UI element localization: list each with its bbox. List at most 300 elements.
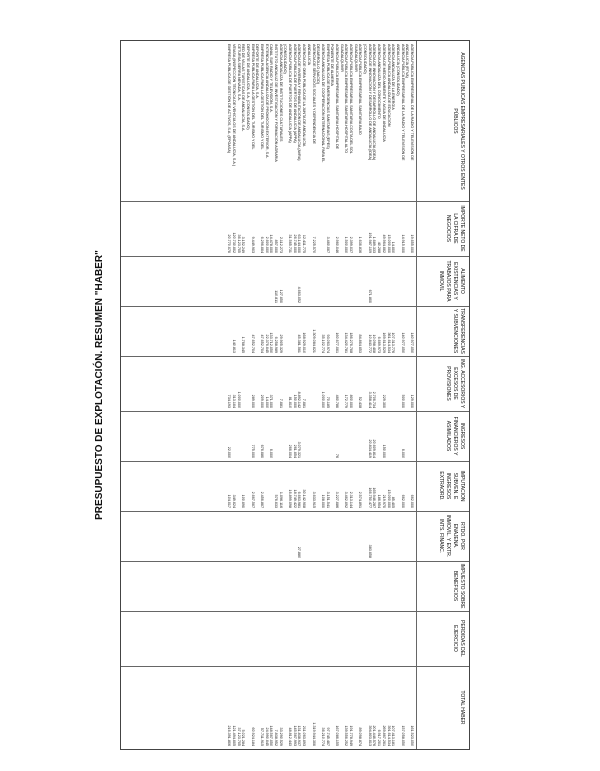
value-cell: 2.706.734: [372, 391, 377, 408]
value-cell: 9.449.903: [250, 236, 255, 253]
value-cell: 229.300: [381, 394, 386, 408]
value-cell: 671.800: [367, 289, 372, 303]
value-cell: [236, 511, 241, 561]
value-cell: 36.123.705: [236, 234, 241, 253]
value-cell: [330, 611, 335, 666]
table-row: [250, 41, 255, 749]
value-cell: [405, 461, 410, 511]
value-cell: 2.112.273: [278, 236, 283, 253]
value-cell: 22.000: [227, 446, 232, 458]
value-cell: [386, 256, 391, 306]
table-row: [362, 41, 367, 749]
header-divider: [416, 41, 417, 749]
entity-name-cell: VEIASA (INSPECCIÓN TÉCNICA DE VEHÍCULOS DE ANDALUCÍA, S.A.): [231, 44, 236, 167]
value-cell: 93.063.974: [325, 334, 330, 353]
value-cell: [391, 511, 396, 561]
value-cell: [255, 256, 260, 306]
value-cell: [386, 611, 391, 666]
value-cell: 57.711.915: [260, 727, 264, 746]
value-cell: [302, 256, 307, 306]
value-cell: 60.924.184: [250, 727, 255, 746]
value-cell: 108.000: [320, 494, 325, 508]
column-header: AGENCIAS PÚBLICAS EMPRESARIALES Y OTROS ENTES PÚBLICOS: [452, 52, 465, 190]
value-cell: [381, 256, 386, 306]
entity-name-cell: AGENCIA PÚBLICA EMPRESARIAL SANITARIA HOSPITAL ALTO: [344, 44, 349, 154]
table-row: [358, 41, 363, 749]
table-row: [297, 41, 302, 749]
table-row: [306, 41, 311, 749]
value-cell: [395, 666, 400, 749]
value-cell: [259, 511, 264, 561]
value-cell: [245, 256, 250, 306]
value-cell: 7.225.570: [311, 236, 316, 253]
value-cell: 313.164: [231, 394, 236, 408]
value-cell: [255, 411, 260, 461]
value-cell: [395, 306, 400, 356]
value-cell: 134.420.781: [344, 332, 349, 353]
value-cell: [297, 561, 302, 611]
value-cell: [227, 561, 232, 611]
value-cell: 2.574.891: [358, 491, 363, 508]
value-cell: [358, 561, 363, 611]
value-cell: 89.098.874: [358, 727, 363, 746]
value-cell: 12.411.775: [302, 234, 307, 253]
value-cell: [283, 256, 288, 306]
value-cell: [395, 461, 400, 511]
value-cell: 14.000: [264, 396, 269, 408]
value-cell: [302, 411, 307, 461]
entity-name-cell: EMPRESA PÚBLICA DE GESTIÓN DE ACTIVOS, S.A. (EPGASA): [227, 44, 232, 154]
value-cell: [330, 256, 335, 306]
value-cell: [255, 561, 260, 611]
value-cell: [348, 561, 353, 611]
value-cell: [344, 411, 349, 461]
value-cell: [227, 511, 232, 561]
value-cell: [381, 511, 386, 561]
table-row: [292, 41, 297, 749]
value-cell: [283, 356, 288, 411]
value-cell: 104.017: [227, 494, 232, 508]
value-cell: 107.313.776: [391, 332, 396, 353]
value-cell: [353, 611, 358, 666]
value-cell: [231, 411, 236, 461]
value-cell: [386, 411, 391, 461]
value-cell: [278, 511, 283, 561]
table-row: [381, 41, 386, 749]
table-row: [255, 41, 260, 749]
value-cell: [269, 561, 274, 611]
value-cell: 100.690: [241, 494, 246, 508]
value-cell: 15.000.000: [386, 234, 391, 253]
value-cell: [255, 666, 260, 749]
value-cell: [306, 561, 311, 611]
value-cell: 857.000: [274, 239, 279, 253]
value-cell: 2.456.867: [260, 491, 264, 508]
table-row: [395, 41, 400, 749]
value-cell: 4.663.052: [297, 286, 302, 303]
value-cell: 140.977.050: [400, 332, 405, 353]
value-cell: [330, 511, 335, 561]
value-cell: 36.210.774: [320, 727, 325, 746]
table-row: [372, 41, 377, 749]
value-cell: [344, 561, 349, 611]
value-cell: [339, 306, 344, 356]
value-cell: 186.276.768: [349, 332, 354, 353]
value-cell: 37.123.705: [236, 727, 241, 746]
rotated-table-page: [120, 40, 470, 750]
entity-name-cell: AGENCIA DE OBRA PÚBLICA DE LA JUNTA DE ANDALUCÍA: [302, 44, 307, 147]
value-cell: 139.556.252: [344, 725, 349, 746]
value-cell: 167.086.155: [335, 725, 339, 746]
value-cell: 121.494.605: [231, 725, 236, 746]
entity-name-cell: DESARROLLO (AACID): [316, 44, 321, 84]
table-row: [409, 41, 414, 749]
table-row: [325, 41, 330, 749]
value-cell: [302, 611, 307, 666]
value-cell: [306, 201, 311, 256]
table-row: [316, 41, 321, 749]
value-cell: 14.478.000: [269, 234, 274, 253]
value-cell: 7.681: [302, 398, 307, 408]
value-cell: 10.843.772: [367, 334, 372, 353]
value-cell: 160.677.061: [335, 332, 339, 353]
value-cell: [405, 561, 410, 611]
value-cell: [330, 306, 335, 356]
table-row: [353, 41, 358, 749]
table-row: [241, 41, 246, 749]
entity-name-cell: AGENCIA DE SERVICIOS SOCIALES Y DEPENDENCIA DE: [311, 44, 316, 145]
value-cell: [362, 561, 367, 611]
value-cell: [283, 561, 288, 611]
entity-name-cell: ANDALUCÍA (CONSOLIDADO): [395, 44, 400, 96]
entity-name-cell: AGENCIA DE INNOVACIÓN Y DESARROLLO DE ANDALUCÍA (IDEA): [372, 44, 377, 161]
entity-name-cell: (CONSOLIDADO): [363, 44, 368, 74]
entity-name-cell: DEPORTE DE ANDALUCÍA, S.A. (CONSOLIDADO): [245, 44, 250, 130]
value-cell: [306, 256, 311, 306]
entity-name-cell: GUADALQUIVIR: [353, 44, 358, 72]
value-cell: [405, 511, 410, 561]
value-cell: [269, 611, 274, 666]
entity-name-cell: EXTENDA-AGENCIA ANDALUZA DE PROMOCIÓN EXTERIOR, S.A.: [264, 44, 269, 159]
value-cell: [241, 256, 246, 306]
value-cell: [339, 561, 344, 611]
value-cell: 10.098.408: [372, 334, 377, 353]
value-cell: [316, 561, 321, 611]
value-cell: 1.689.333: [372, 236, 377, 253]
value-cell: [334, 611, 339, 666]
value-cell: [339, 356, 344, 411]
value-cell: 3.152.249: [241, 236, 246, 253]
table-row: [236, 41, 241, 749]
value-cell: [405, 256, 410, 306]
value-cell: [292, 611, 297, 666]
value-cell: [362, 511, 367, 561]
value-cell: [316, 201, 321, 256]
entity-name-cell: AGENCIA ANDALUZA DEL CONOCIMIENTO: [377, 44, 382, 119]
value-cell: [264, 511, 269, 561]
value-cell: 110.811: [274, 290, 279, 303]
value-cell: 191.778.949: [349, 725, 354, 746]
value-cell: [255, 201, 260, 256]
value-cell: 266.004: [288, 444, 293, 458]
value-cell: 3.633.915: [311, 491, 316, 508]
value-cell: [377, 511, 382, 561]
value-cell: [245, 561, 250, 611]
value-cell: 45.381.561: [297, 334, 302, 353]
value-cell: 6.669.973: [377, 336, 382, 353]
value-cell: [386, 561, 391, 611]
value-cell: 186.954: [377, 494, 382, 508]
table-row: [400, 41, 405, 749]
value-cell: [391, 411, 396, 461]
value-cell: [273, 561, 278, 611]
entity-name-cell: AGENCIA PÚBLICA EMPRESARIAL SANITARIA BAJO: [358, 44, 363, 135]
value-cell: [362, 306, 367, 356]
value-cell: [245, 306, 250, 356]
value-cell: [409, 256, 414, 306]
value-cell: 15.000.000: [386, 489, 391, 508]
value-cell: [245, 356, 250, 411]
value-cell: [395, 511, 400, 561]
value-cell: 20.609.814: [372, 439, 377, 458]
value-cell: 76: [335, 453, 339, 458]
value-cell: [241, 561, 246, 611]
value-cell: 2.667.567: [250, 491, 255, 508]
table-row: [330, 41, 335, 749]
value-cell: 734.193: [227, 394, 232, 408]
value-cell: [255, 306, 260, 356]
value-cell: 31.565.731: [288, 234, 293, 253]
table-row: [367, 41, 372, 749]
entity-name-cell: ANDALUCÍA: [306, 44, 311, 66]
value-cell: [227, 256, 232, 306]
value-cell: [391, 611, 396, 666]
value-cell: [325, 561, 330, 611]
value-cell: [362, 461, 367, 511]
value-cell: 24.990.645: [264, 727, 269, 746]
value-cell: 349.624: [231, 494, 236, 508]
entity-name-cell: AGENCIA PÚBLICA EMPRESARIAL SANITARIA COSTA DEL SOL: [349, 44, 354, 154]
value-cell: [231, 511, 236, 561]
table-row: [264, 41, 269, 749]
value-cell: 168.929.010: [302, 332, 307, 353]
value-cell: 161.523.050: [410, 725, 414, 746]
value-cell: 216.391.806: [227, 725, 232, 746]
value-cell: [325, 611, 330, 666]
value-cell: [381, 561, 386, 611]
value-cell: [250, 511, 255, 561]
value-cell: [391, 356, 396, 411]
value-cell: 1.500.000: [344, 236, 349, 253]
value-cell: 289.000: [250, 394, 255, 408]
table-body: [227, 41, 415, 749]
value-cell: [259, 256, 264, 306]
value-cell: [231, 561, 236, 611]
value-cell: [405, 611, 410, 666]
value-cell: 14.915.000: [400, 234, 405, 253]
value-cell: 172.779: [344, 394, 349, 408]
value-cell: 169.613.529: [381, 332, 386, 353]
value-cell: [250, 256, 255, 306]
value-cell: [255, 356, 260, 411]
value-cell: [339, 411, 344, 461]
value-cell: [250, 561, 255, 611]
value-cell: 1.000.000: [320, 391, 325, 408]
value-cell: [241, 511, 246, 561]
value-cell: [273, 356, 278, 411]
value-cell: [273, 611, 278, 666]
value-cell: 371.000: [269, 394, 274, 408]
value-cell: [325, 511, 330, 561]
value-cell: 150.000: [292, 394, 297, 408]
table-row: [278, 41, 283, 749]
column-header: PÉRDIDAS DEL EJERCICIO: [452, 620, 465, 657]
value-cell: [311, 561, 316, 611]
value-cell: 16.899.098: [288, 489, 293, 508]
column-header: TOTAL HABER: [459, 690, 465, 725]
value-cell: [391, 256, 396, 306]
value-cell: [348, 511, 353, 561]
value-cell: [409, 611, 414, 666]
value-cell: [339, 201, 344, 256]
value-cell: 2.960.046: [335, 236, 339, 253]
value-cell: [377, 356, 382, 411]
value-cell: [339, 666, 344, 749]
column-header: INGRESOS FINANCIEROS Y ASIMILADOS: [445, 416, 465, 456]
table-row: [391, 41, 396, 749]
value-cell: 133.712.050: [269, 332, 274, 353]
entity-name-cell: AGENCIA DE MEDIO AMBIENTE Y AGUA DE ANDALUCÍA: [381, 44, 386, 142]
value-cell: [311, 411, 316, 461]
value-cell: 19.655.000: [410, 234, 414, 253]
value-cell: [236, 256, 241, 306]
value-cell: [395, 561, 400, 611]
value-cell: [236, 306, 241, 356]
value-cell: [353, 306, 358, 356]
value-cell: 120.730.602: [231, 232, 236, 253]
value-cell: [311, 256, 316, 306]
value-cell: [306, 666, 311, 749]
value-cell: [320, 256, 325, 306]
value-cell: [316, 306, 321, 356]
entity-name-cell: AGENCIA PÚBLICA EMPRESARIAL SANITARIA HOSPITAL DE: [335, 44, 339, 150]
value-cell: [353, 561, 358, 611]
value-cell: [353, 411, 358, 461]
value-cell: [339, 256, 344, 306]
value-cell: [306, 461, 311, 511]
page-title: PRESUPUESTO DE EXPLOTACIÓN. RESUMEN "HABER": [94, 250, 105, 520]
value-cell: 383.658: [367, 544, 372, 558]
value-cell: [316, 256, 321, 306]
value-cell: 662.000: [410, 494, 414, 508]
value-cell: [386, 356, 391, 411]
value-cell: 261.654: [292, 444, 297, 458]
value-cell: [386, 511, 391, 561]
value-cell: 26.745.000: [292, 234, 297, 253]
value-cell: [334, 561, 339, 611]
value-cell: [348, 411, 353, 461]
value-cell: [306, 306, 311, 356]
value-cell: [348, 256, 353, 306]
value-cell: 191.987.109: [367, 232, 372, 253]
entity-name-cell: AGENCIA DE VIVIENDA Y REHABILITACIÓN DE ANDALUCÍA (AVRA): [297, 44, 302, 161]
value-cell: 47.652.704: [260, 334, 264, 353]
value-cell: [302, 511, 307, 561]
table-row: [339, 41, 344, 749]
value-cell: [405, 666, 410, 749]
table-row: [405, 41, 410, 749]
value-cell: [353, 511, 358, 561]
table-row: [377, 41, 382, 749]
value-cell: [231, 256, 236, 306]
value-cell: [264, 256, 269, 306]
value-cell: 3.358.414: [367, 391, 372, 408]
value-cell: [236, 561, 241, 611]
value-cell: [330, 461, 335, 511]
value-cell: [362, 611, 367, 666]
value-cell: [395, 411, 400, 461]
value-cell: [405, 201, 410, 256]
table-row: [269, 41, 274, 749]
value-cell: [273, 511, 278, 561]
value-cell: [283, 411, 288, 461]
entity-name-cell: CETURSA SIERRA NEVADA, S.A.: [236, 44, 241, 101]
value-cell: [283, 611, 288, 666]
column-header: IMPORTE NETO DE LA CIFRA DE NEGOCIOS: [445, 205, 465, 252]
value-cell: [362, 411, 367, 461]
value-cell: [395, 356, 400, 411]
value-cell: [236, 611, 241, 666]
value-cell: 1.309.084.621: [311, 329, 316, 353]
value-cell: [405, 411, 410, 461]
value-cell: 107.413.181: [391, 725, 396, 746]
value-cell: [245, 411, 250, 461]
value-cell: [283, 511, 288, 561]
value-cell: [316, 611, 321, 666]
entity-name-cell: AGENCIA PÚBLICA DE PUERTOS DE ANDALUCÍA (APPA): [288, 44, 293, 143]
value-cell: 150.000: [381, 444, 386, 458]
table-row: [245, 41, 250, 749]
column-header: IMPUTACIÓN SUBVEN. E INGRESOS EXTRAORD.: [438, 470, 465, 502]
entity-name-cell: AGENCIA PÚBLICA DE PUERTOS DE ANDALUCÍA (APPA): [292, 44, 297, 143]
value-cell: [241, 411, 246, 461]
value-cell: [278, 411, 283, 461]
column-header: ALIMENTO EXISTENCIAS Y TRABAJOS PARA INMOVIL: [438, 260, 465, 302]
column-header: ING. ACCESORIOS Y EXCESOS DE PROVISIONES: [445, 358, 465, 409]
entity-name-cell: PONIENTE DE ALMERÍA: [330, 44, 335, 87]
value-cell: [227, 306, 232, 356]
value-cell: [330, 561, 335, 611]
value-cell: [231, 611, 236, 666]
value-cell: [353, 356, 358, 411]
value-cell: 20.834.419: [367, 439, 372, 458]
value-cell: 1.768.345: [241, 336, 246, 353]
value-cell: 5.021.284: [241, 729, 246, 746]
value-cell: [330, 356, 335, 411]
value-cell: [330, 411, 335, 461]
value-cell: [269, 256, 274, 306]
value-cell: 81.610: [288, 396, 293, 408]
value-cell: [259, 611, 264, 666]
value-cell: 84.864.653: [358, 334, 363, 353]
value-cell: [241, 356, 246, 411]
value-cell: 85.405: [391, 496, 396, 508]
value-cell: [405, 306, 410, 356]
value-cell: 662.000: [400, 494, 405, 508]
table-row: [311, 41, 316, 749]
value-cell: [344, 256, 349, 306]
value-cell: [339, 511, 344, 561]
